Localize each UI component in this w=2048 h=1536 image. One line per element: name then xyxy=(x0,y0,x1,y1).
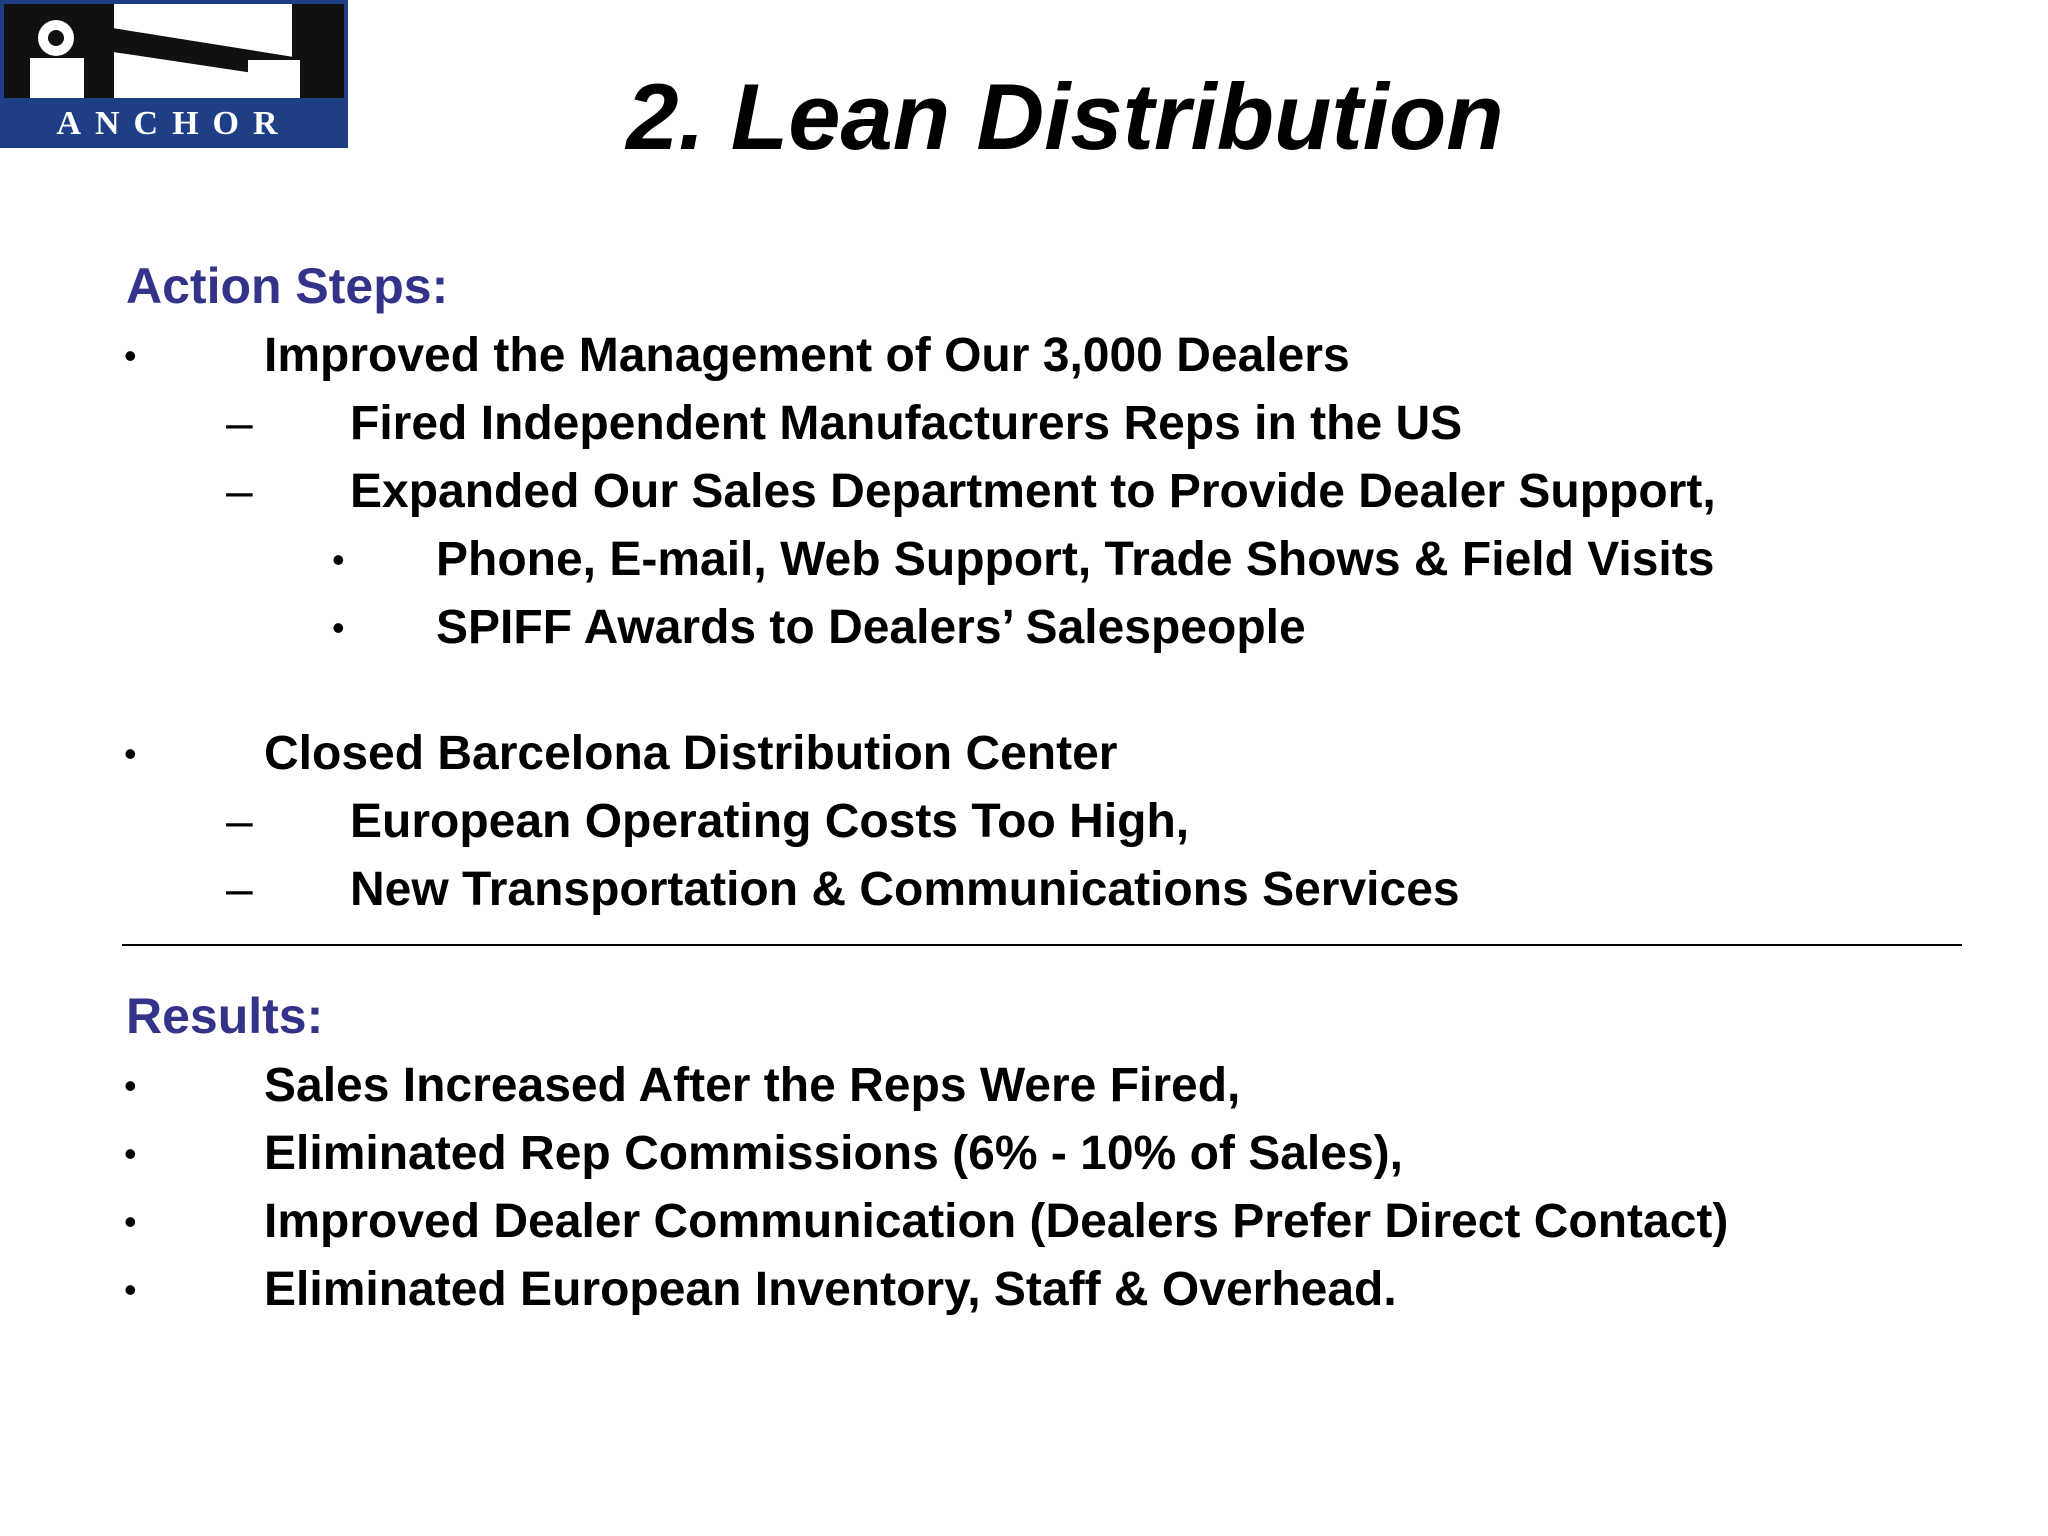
section-divider xyxy=(122,944,1962,946)
bullet-marker: • xyxy=(124,733,137,774)
list-item-text: Eliminated European Inventory, Staff & Overhead. xyxy=(264,1263,1397,1316)
list-item-text: Closed Barcelona Distribution Center xyxy=(264,727,1118,780)
list-item-text: SPIFF Awards to Dealers’ Salespeople xyxy=(436,601,1306,654)
logo-wordmark: ANCHOR xyxy=(56,105,292,142)
list-item-text: New Transportation & Communications Services xyxy=(350,863,1460,916)
list-item-text: Sales Increased After the Reps Were Fired, xyxy=(264,1059,1241,1112)
dash-marker: – xyxy=(226,863,253,916)
list-item-text: Improved the Management of Our 3,000 Dealers xyxy=(264,329,1350,382)
action-steps-heading: Action Steps: xyxy=(126,258,449,314)
bullet-marker: • xyxy=(124,335,137,376)
dash-marker: – xyxy=(226,397,253,450)
slide-title: 2. Lean Distribution xyxy=(626,64,1504,169)
results-heading: Results: xyxy=(126,988,324,1044)
bullet-marker: • xyxy=(332,539,345,580)
list-item-text: Improved Dealer Communication (Dealers Prefer Direct Contact) xyxy=(264,1195,1729,1248)
list-item-text: Expanded Our Sales Department to Provide Dealer Support, xyxy=(350,465,1716,518)
bullet-marker: • xyxy=(332,607,345,648)
list-item-text: European Operating Costs Too High, xyxy=(350,795,1190,848)
bullet-marker: • xyxy=(124,1201,137,1242)
dash-marker: – xyxy=(226,795,253,848)
list-item-text: Eliminated Rep Commissions (6% - 10% of Sales), xyxy=(264,1127,1403,1180)
list-item-text: Fired Independent Manufacturers Reps in the US xyxy=(350,397,1463,450)
bullet-marker: • xyxy=(124,1065,137,1106)
bullet-marker: • xyxy=(124,1133,137,1174)
dash-marker: – xyxy=(226,465,253,518)
bullet-marker: • xyxy=(124,1269,137,1310)
list-item-text: Phone, E-mail, Web Support, Trade Shows & Field Visits xyxy=(436,533,1715,586)
